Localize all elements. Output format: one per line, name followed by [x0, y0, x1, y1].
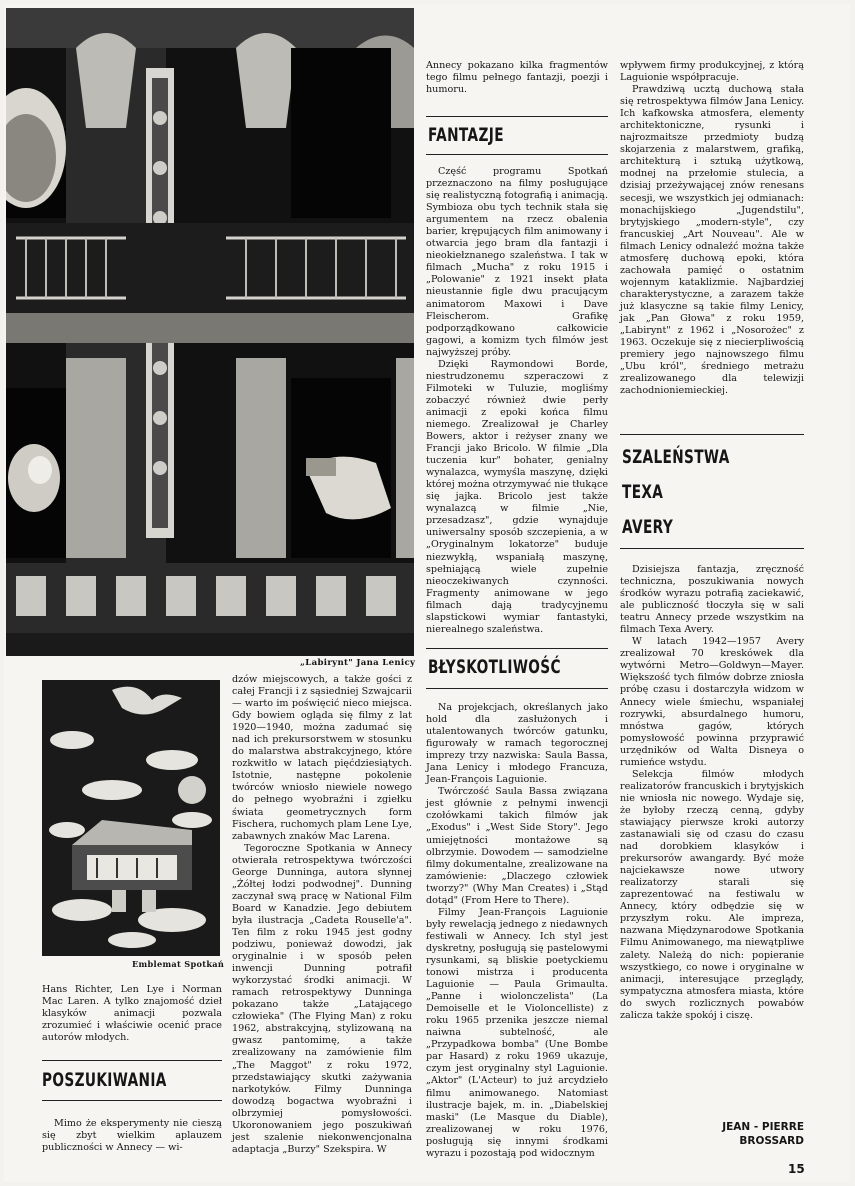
col4-paragraph-2: Dzisiejsza fantazja, zręczność techniczna, poszukiwania nowych środków wyrazu potrafią zaciekawić, ale publiczność tłoczyła się w sali teatru Annecy przede wszystkim na filmach Texa Avery. [620, 564, 804, 636]
emblem-caption: Emblemat Spotkań [132, 959, 225, 969]
col2-paragraph-2: Tegoroczne Spotkania w Annecy otwierała retrospektywa twórczości George Dunninga, autora słynnej „Żółtej łodzi podwodnej". Dunning zaczynał swą pracę w National Film Board w Kanadzie. Jego debiutem była ilustracja „Cadeta Rouselle'a". Ten film z roku 1945 jest godny podziwu, ponieważ dowodzi, jak oryginalnie i w sposób pełen inwencji Dunning potrafił wykorzystać środki animacji. W ramach retrospektywy Dunninga pokazano także „Latającego człowieka" (The Flying Man) z roku 1962, abstrakcyjną, stylizowaną na gwasz pantomimę, a także zrealizowany na zamówienie film „The Maggot" z roku 1972, przedstawiający skutki zażywania narkotyków. Filmy Dunninga dowodzą bogactwa wyobraźni i olbrzymiej pomysłowości. Ukoronowaniem jego poszukiwań jest szalenie niekonwencjonalna adaptacja „Burzy" Szekspira. W [232, 842, 412, 1155]
col3-paragraph-4: Twórczość Saula Bassa związana jest głównie z pełnymi inwencji czołówkami takich filmów jak „Exodus" i „West Side Story". Jego umiejętności montażowe są olbrzymie. Dowodem — samodzielne filmy dokumentalne, zrealizowane na zamówienie: „Dlaczego człowiek tworzy?" (Why Man Creates) i „Stąd dotąd" (From Here to There). [426, 786, 608, 906]
emblem-photo [42, 680, 220, 956]
rule-col1-bottom [42, 1100, 222, 1101]
col3-paragraph-5: Filmy Jean-François Laguionie były rewelacją jednego z niedawnych festiwali w Annecy. Ich styl jest dyskretny, posługują się pastelowymi rysunkami, są bliskie poetyckiemu tonowi mistrza i producenta Laguionie — Paula Grimaulta. „Panne i wiolonczelista" (La Demoiselle et le Violoncelliste) z roku 1965 przenika jeszcze niemal naiwna subtelność, ale „Przypadkowa bomba" (Une Bombe par Hasard) z roku 1969 ukazuje, czym jest oryginalny styl Laguionie. „Aktor" (L'Acteur) to już arcydzieło filmu animowanego. Natomiast ilustracje bajek, m. in. „Diabelskiej maski" (Le Masque du Diable), zrealizowanej w roku 1976, posługują się innymi środkami wyrazu i pozostają pod widocznym [426, 906, 608, 1159]
col2-paragraph-1: dzów miejscowych, a także gości z całej Francji i z sąsiedniej Szwajcarii — warto im poświęcić nieco miejsca. Gdy bowiem ogląda się filmy z lat 1920—1940, można zadumać się nad ich prekursorstwem w stosunku do malarstwa abstrakcyjnego, które rozkwitło w latach pięćdziesiątych. Istotnie, następne pokolenie twórców wniosło niewiele nowego do pełnego wyobraźni i zgiełku świata geometrycznych form Fischera, ruchomych plam Lene Lye, zabawnych znaków Mac Larena. [232, 674, 412, 842]
rule-avery-bottom [620, 548, 804, 549]
col3-paragraph-3: Na projekcjach, określanych jako hold dla zasłużonych i utalentowanych twórców gatunku, figurowały w ramach tegorocznej imprezy trzy nazwiska: Saula Bassa, Jana Lenicy i młodego Francuza, Jean-François Laguionie. [426, 702, 608, 786]
labirynt-caption: „Labirynt" Jana Lenicy [300, 658, 416, 668]
rule-fantazje-bottom [426, 154, 608, 155]
col3-paragraph-2: Dzięki Raymondowi Borde, niestrudzonemu szperaczowi z Filmoteki w Tuluzie, mogliśmy zobaczyć również dwie perły animacji z epoki końca filmu niemego. Zrealizował je Charley Bowers, aktor i reżyser znany we Francji jako Bricolo. W filmie „Dla tuczenia kur" bohater, genialny wynalazca, wymyśla maszynę, dzięki której można otrzymywać nie tłukące się jajka. Bricolo jest także wynalazcą w filmie „Nie, przesadzasz", gdzie wynajduje uniwersalny sposób szczepienia, a w „Oryginalnym lokatorze" buduje niezwykłą, wspaniałą maszynę, spełniającą wiele zupełnie nieoczekiwanych czynności. Fragmenty animowane w jego filmach dają tradycyjnemu slapstickowi wymiar fantastyki, nierealnego szaleństwa. [426, 358, 608, 635]
col3-paragraph-0: Annecy pokazano kilka fragmentów tego filmu pełnego fantazji, poezji i humoru. [426, 60, 608, 96]
rule-blyskotliwosc-bottom [426, 688, 608, 689]
column-3-fantazje [426, 166, 608, 636]
col4-paragraph-0: wpływem firmy produkcyjnej, z którą Laguionie współpracuje. [620, 60, 804, 84]
column-4-avery [620, 564, 804, 1022]
column-2 [232, 674, 412, 1156]
heading-fantazje: FANTAZJE [428, 124, 504, 146]
column-3-blyskotliwosc [426, 702, 608, 1160]
col4-paragraph-3: W latach 1942—1957 Avery zrealizował 70 kreskówek dla wytwórni Metro—Goldwyn—Mayer. Większość tych filmów dobrze zniosła próbę czasu i dostarczyła widzom w Annecy wiele śmiechu, wspaniałej rozrywki, absurdalnego humoru, mnóstwa gagów, których pomysłowość powinna przyprawić urzędników od Walta Disneya o rumieńce wstydu. [620, 636, 804, 768]
labirynt-photo [6, 8, 414, 656]
col1-paragraph: Hans Richter, Len Lye i Norman Mac Laren. A tylko znajomość dzieł klasyków animacji pozwala zrozumieć i właściwie ocenić prace autorów młodych. [42, 984, 222, 1044]
column-4 [620, 60, 804, 397]
rule-fantazje-top [426, 116, 608, 117]
heading-szalenstwa-texa-avery: SZALEŃSTWA TEXA AVERY [622, 446, 730, 538]
author-name: JEAN - PIERRE BROSSARD [722, 1121, 804, 1147]
column-1 [42, 984, 222, 1044]
column-3-top [426, 60, 608, 96]
col1-paragraph-2: Mimo że eksperymenty nie cieszą się zbyt wielkim aplauzem publiczności w Annecy — wi- [42, 1118, 222, 1154]
col3-paragraph-1: Część programu Spotkań przeznaczono na filmy posługujące się realistyczną fotografią i animacją. Symbioza obu tych technik stała się argumentem na rzecz obalenia barier, krępujących film animowany i otwarcia jego bram dla fantazji i nieokiełznanego szaleństwa. I tak w filmach „Mucha" z roku 1915 i „Polowanie" z 1921 insekt płata nieustannie figle dwu pracującym animatorom Maxowi i Dave Fleischerom. Grafikę podporządkowano całkowicie gagowi, a komizm tych filmów jest najwyższej próby. [426, 166, 609, 358]
magazine-page [4, 4, 850, 1182]
heading-blyskotliwosc: BŁYSKOTLIWOŚĆ [428, 656, 561, 678]
rule-avery-top [620, 434, 804, 435]
rule-blyskotliwosc-top [426, 648, 608, 649]
col4-paragraph-1: Prawdziwą ucztą duchową stała się retrospektywa filmów Jana Lenicy. Ich kafkowska atmosfera, elementy architektoniczne, rysunki i najrozmaitsze przedmioty budzą skojarzenia z malarstwem, grafiką, architekturą i sztuką użytkową, modnej na przełomie stulecia, a dzisiaj przeżywającej znów renesans secesji, we wszystkich jej odmianach: monachijskiego „Jugendstilu", brytyjskiego „modern-style", czy francuskiej „Art Nouveau". Ale w filmach Lenicy odnaleźć można także atmosferę duchową epoki, która zachowała pamięć o ostatnim wojennym kataklizmie. Najbardziej charakterystyczne, a zarazem także już klasyczne są takie filmy Lenicy, jak „Pan Głowa" z roku 1959, „Labirynt" z 1962 i „Nosorożec" z 1963. Oczekuje się z niecierpliwością premiery jego najnowszego filmu „Ubu król", średniego metrażu zrealizowanego dla telewizji zachodnioniemieckiej. [620, 84, 804, 397]
heading-poszukiwania: POSZUKIWANIA [42, 1069, 167, 1091]
page-number: 15 [788, 1162, 805, 1176]
rule-col1-top [42, 1060, 222, 1061]
column-1-body [42, 1118, 222, 1154]
col4-paragraph-4: Selekcja filmów młodych realizatorów francuskich i brytyjskich nie wniosła nic nowego. Wydaje się, że byłoby rzeczą cenną, gdyby stawiający pierwsze kroki autorzy zastanawiali się od czasu do czasu nad dorobkiem klasyków i prekursorów awangardy. Być może najciekawsze nowe utwory realizatorzy starali się zaprezentować na festiwalu w Annecy, który odbędzie się w przyszłym roku. Ale impreza, nazwana Międzynarodowe Spotkania Filmu Animowanego, ma niewątpliwe zalety. Należą do nich: popieranie wszystkiego, co nowe i oryginalne w animacji, interesujące przeglądy, sympatyczna atmosfera miasta, które do swych rozlicznych powabów zalicza także spokój i ciszę. [620, 768, 805, 1021]
